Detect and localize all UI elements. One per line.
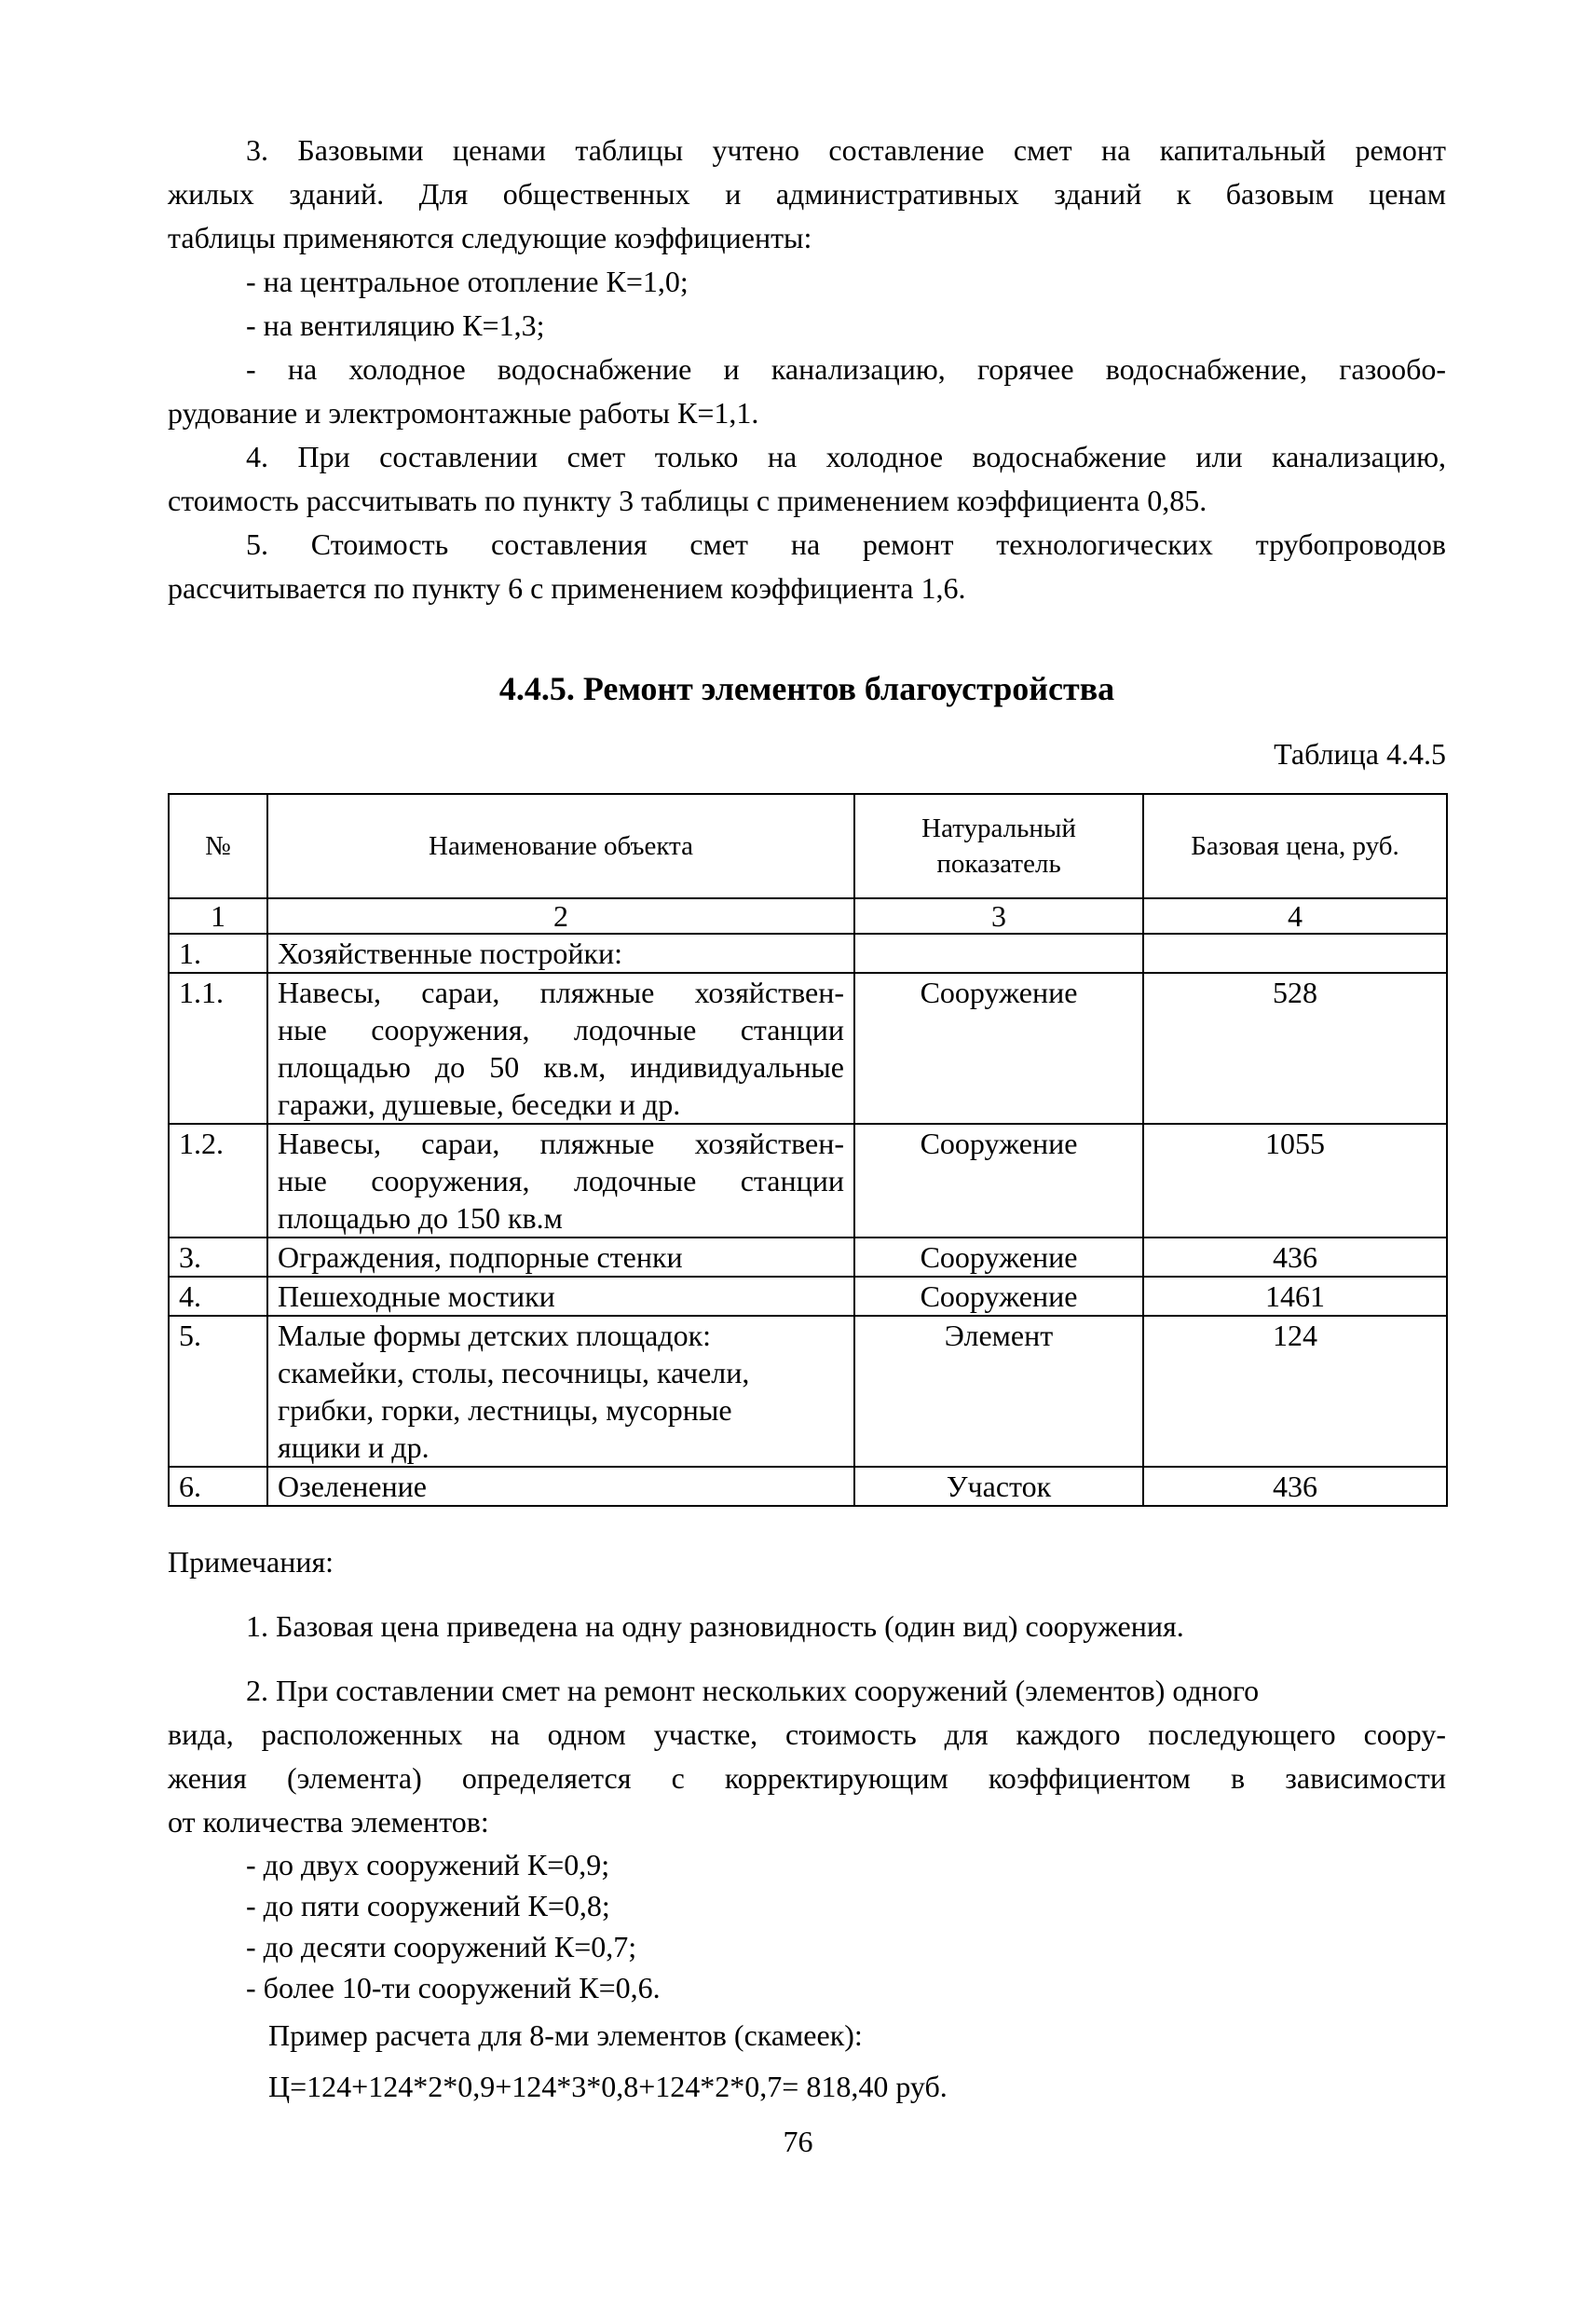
row-name bbox=[267, 973, 854, 1124]
note-2-line-1: 2. При составлении смет на ремонт нескольких сооружений (элементов) одного bbox=[246, 1674, 1260, 1707]
row-name-line: ящики и др. bbox=[278, 1430, 430, 1464]
row-name-line: ные сооружения, лодочные станции bbox=[278, 1164, 844, 1197]
row-unit: Участок bbox=[854, 1467, 1143, 1506]
header-price: Базовая цена, руб. bbox=[1143, 794, 1447, 898]
row-price: 436 bbox=[1143, 1467, 1447, 1506]
coefficient-ventilation: - на вентиляцию К=1,3; bbox=[246, 308, 545, 342]
row-unit: Сооружение bbox=[854, 1238, 1143, 1277]
row-name-line: Навесы, сараи, пляжные хозяйствен- bbox=[278, 1127, 844, 1160]
page-content bbox=[168, 129, 1446, 2109]
row-unit: Элемент bbox=[854, 1316, 1143, 1467]
row-name: Хозяйственные постройки: bbox=[267, 934, 854, 973]
row-number: 1. bbox=[169, 934, 267, 973]
table-row bbox=[169, 1238, 1447, 1277]
column-number-row bbox=[169, 898, 1447, 934]
row-number: 4. bbox=[169, 1277, 267, 1316]
table-row bbox=[169, 1467, 1447, 1506]
coefficient-five: - до пяти сооружений К=0,8; bbox=[246, 1889, 610, 1922]
row-price: 124 bbox=[1143, 1316, 1447, 1467]
row-number: 1.2. bbox=[169, 1124, 267, 1238]
row-name-line: площадью до 50 кв.м, индивидуальные bbox=[278, 1050, 844, 1084]
paragraph-5-line-1: 5. Стоимость составления смет на ремонт технологических трубопроводов bbox=[246, 527, 1446, 561]
note-2-line-3: жения (элемента) определяется с корректирующим коэффициентом в зависимости bbox=[168, 1761, 1446, 1795]
row-unit bbox=[854, 934, 1143, 973]
row-name: Ограждения, подпорные стенки bbox=[267, 1238, 854, 1277]
row-number: 1.1. bbox=[169, 973, 267, 1124]
row-name bbox=[267, 1124, 854, 1238]
row-name-line: площадью до 150 кв.м bbox=[278, 1201, 563, 1235]
row-name-line: гаражи, душевые, беседки и др. bbox=[278, 1087, 681, 1121]
paragraph-3-line-3: таблицы применяются следующие коэффициенты: bbox=[168, 221, 812, 254]
coefficient-heating: - на центральное отопление К=1,0; bbox=[246, 265, 689, 298]
example-formula: Ц=124+124*2*0,9+124*3*0,8+124*2*0,7= 818,40 руб. bbox=[268, 2070, 948, 2103]
row-name: Озеленение bbox=[267, 1467, 854, 1506]
row-name-line: Навесы, сараи, пляжные хозяйствен- bbox=[278, 976, 844, 1009]
paragraph-5-line-2: рассчитывается по пункту 6 с применением коэффициента 1,6. bbox=[168, 571, 966, 605]
row-number: 6. bbox=[169, 1467, 267, 1506]
section-heading: 4.4.5. Ремонт элементов благоустройства bbox=[498, 670, 1115, 707]
column-number: 3 bbox=[854, 898, 1143, 934]
coefficient-water-line-1: - на холодное водоснабжение и канализацию, горячее водоснабжение, газообо- bbox=[246, 352, 1446, 386]
column-number: 2 bbox=[267, 898, 854, 934]
row-name-line: скамейки, столы, песочницы, качели, bbox=[278, 1356, 750, 1389]
row-unit: Сооружение bbox=[854, 973, 1143, 1124]
coefficient-more-ten: - более 10-ти сооружений К=0,6. bbox=[246, 1971, 661, 2004]
header-unit-line-2: показатель bbox=[936, 849, 1061, 879]
table-row bbox=[169, 973, 1447, 1124]
column-number: 4 bbox=[1143, 898, 1447, 934]
table-row bbox=[169, 1316, 1447, 1467]
table-row bbox=[169, 934, 1447, 973]
example-text: Пример расчета для 8-ми элементов (скамеек): bbox=[268, 2018, 863, 2052]
table-row bbox=[169, 1277, 1447, 1316]
row-price bbox=[1143, 934, 1447, 973]
header-name: Наименование объекта bbox=[267, 794, 854, 898]
note-1: 1. Базовая цена приведена на одну разновидность (один вид) сооружения. bbox=[246, 1609, 1184, 1643]
row-name bbox=[267, 1316, 854, 1467]
row-price: 436 bbox=[1143, 1238, 1447, 1277]
row-name-line: Малые формы детских площадок: bbox=[278, 1319, 711, 1352]
row-price: 528 bbox=[1143, 973, 1447, 1124]
row-unit: Сооружение bbox=[854, 1277, 1143, 1316]
column-number: 1 bbox=[169, 898, 267, 934]
row-unit: Сооружение bbox=[854, 1124, 1143, 1238]
row-number: 5. bbox=[169, 1316, 267, 1467]
coefficient-two: - до двух сооружений К=0,9; bbox=[246, 1848, 610, 1881]
paragraph-3-line-1: 3. Базовыми ценами таблицы учтено составление смет на капитальный ремонт bbox=[246, 133, 1446, 167]
page-number: 76 bbox=[783, 2125, 813, 2158]
row-name-line: грибки, горки, лестницы, мусорные bbox=[278, 1393, 732, 1427]
note-2-line-2: вида, расположенных на одном участке, стоимость для каждого последующего соору- bbox=[168, 1717, 1446, 1751]
table-row bbox=[169, 1124, 1447, 1238]
coefficient-ten: - до десяти сооружений К=0,7; bbox=[246, 1930, 637, 1963]
header-number: № bbox=[169, 794, 267, 898]
header-unit bbox=[854, 794, 1143, 898]
row-name: Пешеходные мостики bbox=[267, 1277, 854, 1316]
note-2-line-4: от количества элементов: bbox=[168, 1805, 489, 1839]
row-name-line: ные сооружения, лодочные станции bbox=[278, 1013, 844, 1046]
paragraph-4-line-1: 4. При составлении смет только на холодное водоснабжение или канализацию, bbox=[246, 440, 1446, 473]
table-header-row bbox=[169, 794, 1447, 898]
paragraph-3-line-2: жилых зданий. Для общественных и административных зданий к базовым ценам bbox=[168, 177, 1446, 211]
table-caption: Таблица 4.4.5 bbox=[1274, 737, 1446, 771]
coefficient-water-line-2: рудование и электромонтажные работы К=1,1. bbox=[168, 396, 759, 430]
price-table bbox=[168, 793, 1448, 1507]
header-unit-line-1: Натуральный bbox=[921, 814, 1076, 843]
notes-title: Примечания: bbox=[168, 1545, 334, 1579]
row-number: 3. bbox=[169, 1238, 267, 1277]
paragraph-4-line-2: стоимость рассчитывать по пункту 3 таблицы с применением коэффициента 0,85. bbox=[168, 484, 1207, 517]
row-price: 1055 bbox=[1143, 1124, 1447, 1238]
row-price: 1461 bbox=[1143, 1277, 1447, 1316]
